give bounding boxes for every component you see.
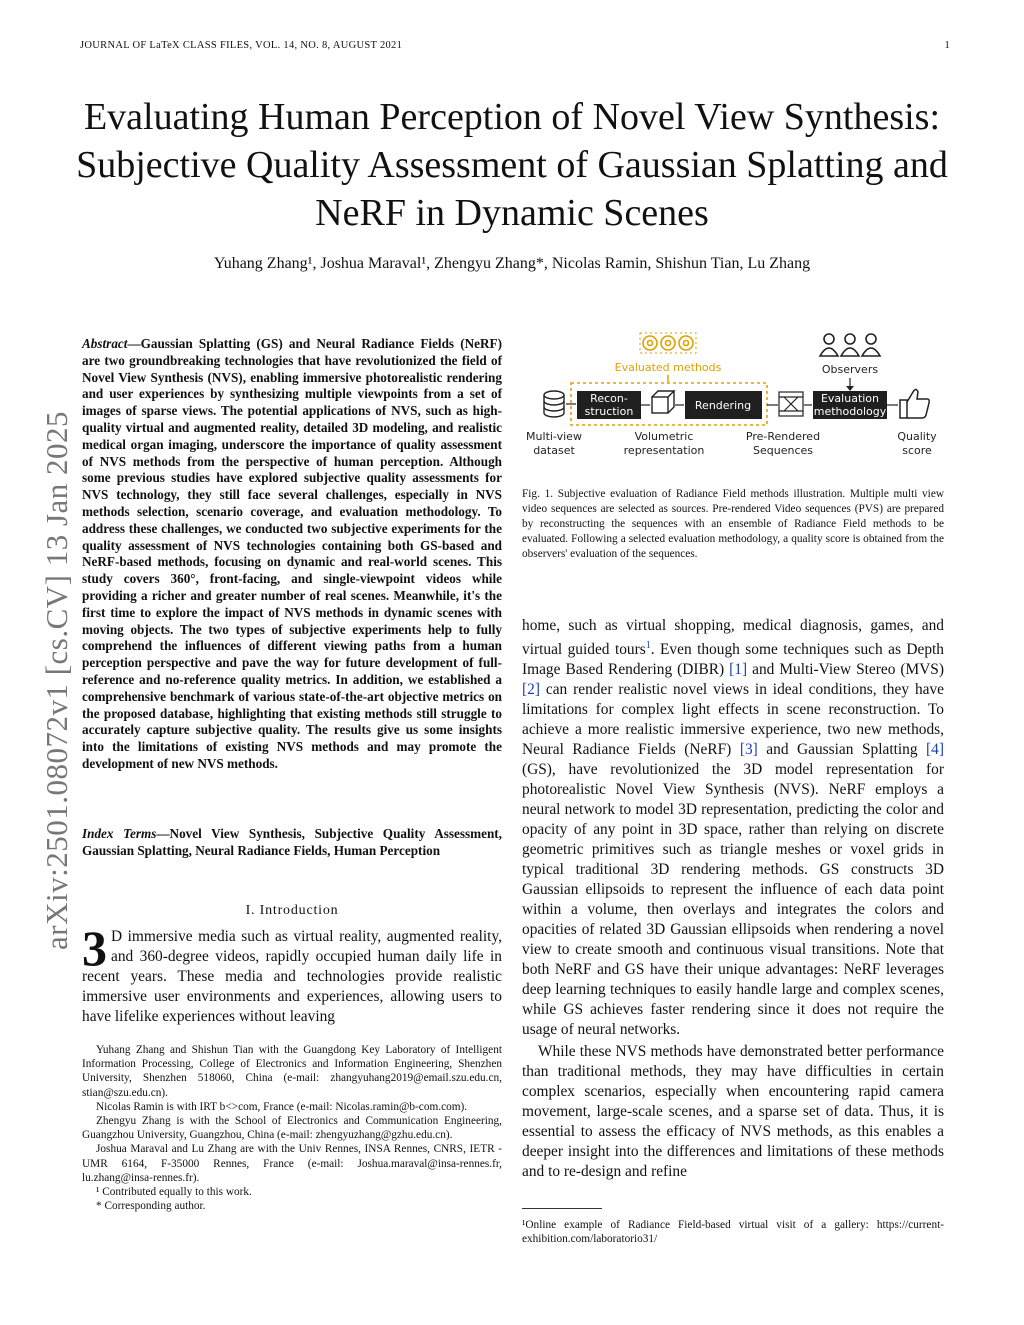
text-span: and Multi-View Stereo (MVS) [747,661,944,679]
figure-caption: Fig. 1. Subjective evaluation of Radiance Field methods illustration. Multiple multi view video sequences are selected as sources. Pre-rendered Video sequences (PVS) are prepared by reconstructing the sequences with an ensemble of Radiance Field methods to be evaluated. Following a selected evaluation methodology, a quality score is obtained from the observers' evaluation of the sequences. [522,488,944,560]
evaluation-label-1: Evaluation [820,392,880,405]
volumetric-label-1: Volumetric [634,430,694,443]
cube-icon [652,391,674,413]
observers-icon [820,334,880,356]
figure-1-diagram [522,328,944,468]
abstract [82,336,502,773]
citation-link[interactable]: [4] [926,741,944,759]
gears-icon [640,333,696,353]
reconstruction-label-1: Recon- [590,392,628,405]
index-terms-label: Index Terms [82,826,157,841]
index-terms-text: —Novel View Synthesis, Subjective Quality Assessment, Gaussian Splatting, Neural Radiance Fields, Human Perception [82,826,502,858]
abstract-label: Abstract [82,336,128,351]
drop-cap: 3 [82,920,107,976]
footnote-affiliation-3: Zhengyu Zhang is with the School of Electronics and Communication Engineering, Guangzhou University, Guangzhou, China (e-mail: zhengyuzhang@gzhu.edu.cn). [82,1115,502,1142]
reconstruction-label-2: struction [584,405,634,418]
paragraph-1 [522,616,944,1040]
journal-name: JOURNAL OF LaTeX CLASS FILES, VOL. 14, NO. 8, AUGUST 2021 [80,40,403,51]
author-list: Yuhang Zhang¹, Joshua Maraval¹, Zhengyu Zhang*, Nicolas Ramin, Shishun Tian, Lu Zhang [213,255,811,272]
evaluated-methods-label: Evaluated methods [614,361,722,374]
citation-link[interactable]: [2] [522,681,540,699]
paragraph-2: While these NVS methods have demonstrated better performance than traditional methods, they may have difficulties in certain complex scenarios, especially when encountering rapid camera movement, large-scale scenes, and a sparse set of data. Thus, it is essential to assess the efficacy of NVS methods, as this enables a deeper insight into the differences and limitations of these methods and to re-design and refine [522,1043,944,1181]
rendering-label: Rendering [694,399,752,412]
thumbs-up-icon [900,390,929,419]
citation-link[interactable]: [3] [739,741,758,759]
right-column-body [522,616,944,1182]
citation-link[interactable]: [1] [729,661,748,679]
footnote-affiliation-1: Yuhang Zhang and Shishun Tian with the Guangdong Key Laboratory of Intelligent Information Processing, College of Electronics and Information Engineering, Shenzhen University, Shenzhen 518060, China (e-mail: zhangyuhang2019@email.szu.edu.cn, stian@szu.edu.cn). [82,1044,502,1099]
intro-paragraph [82,920,502,1027]
evaluation-label-2: methodology [813,405,887,418]
footnote-affiliation-4: Joshua Maraval and Lu Zhang are with the Univ Rennes, INSA Rennes, CNRS, IETR - UMR 6164, F-35000 Rennes, France (e-mail: Joshua.maraval@insa-rennes.fr, lu.zhang@insa-rennes.fr). [82,1143,502,1184]
index-terms [82,826,502,860]
quality-label-1: Quality [897,430,937,443]
section-heading: I. Introduction [245,903,339,918]
page-number: 1 [944,40,950,51]
abstract-text: —Gaussian Splatting (GS) and Neural Radiance Fields (NeRF) are two groundbreaking technologies that have revolutionized the field of Novel View Synthesis (NVS), enabling immersive photorealistic rendering and user experiences by synthesizing multiple viewpoints from a set of images of sparse views. The potential applications of NVS, such as high-quality virtual and augmented reality, detailed 3D modeling, and realistic medical organ imaging, underscore the importance of quality assessment of NVS methods from the perspective of human perception. Although some previous studies have explored subjective quality assessments for NVS technology, they still face several challenges, especially in NVS methods selection, scenario coverage, and evaluation methodology. To address these challenges, we conducted two subjective experiments for the quality assessment of NVS technologies containing both GS-based and NeRF-based methods, focusing on dynamic and real-world scenes. This study covers 360°, front-facing, and single-viewpoint videos while providing a richer and greater number of real scenes. Meanwhile, it's the first time to explore the impact of NVS methods in dynamic scenes with moving objects. The two types of subjective experiments help to fully comprehend the influences of different viewing paths from a human perception perspective and pave the way for future development of full-reference and no-reference quality metrics. In addition, we established a comprehensive benchmark of various state-of-the-art objective metrics on the proposed database, highlighting that existing methods still struggle to accurately capture subjective quality. The results give us some insights into the limitations of existing NVS methods and may promote the development of new NVS methods. [82,336,502,771]
text-span: and Gaussian Splatting [757,741,927,759]
prerendered-label-1: Pre-Rendered [745,430,821,443]
intro-text: D immersive media such as virtual reality, augmented reality, and 360-degree videos, rapidly occupied human daily life in recent years. These media and technologies provide realistic immersive user environments and experiences, allowing users to have lifelike experiences without leaving [82,928,502,1025]
text-span: can render realistic novel views in ideal conditions, they have limitations for complex light effects in scene reconstruction. To achieve a more realistic immersive experience, two new methods, Neural Radiance Fields (NeRF) [522,681,944,759]
footnote-equal-contribution: ¹ Contributed equally to this work. [96,1186,252,1199]
footnote-affiliation-2: Nicolas Ramin is with IRT b<>com, France (e-mail: Nicolas.ramin@b-com.com). [96,1100,468,1113]
arxiv-identifier: arXiv:2501.08072v1 [cs.CV] 13 Jan 2025 [39,410,74,950]
database-icon [544,391,564,417]
multiview-label-2: dataset [533,444,575,457]
footnote-rule [522,1208,602,1209]
text-span: home, such as virtual shopping, medical diagnosis, games, and virtual guided tours [522,617,944,659]
quality-label-2: score [902,444,932,457]
affiliation-footnotes [82,1043,502,1213]
footnote-gallery-link: ¹Online example of Radiance Field-based virtual visit of a gallery: https://current-exhibition.com/laboratorio31/ [522,1219,944,1245]
film-icon [779,392,803,416]
volumetric-label-2: representation [623,444,705,457]
prerendered-label-2: Sequences [753,444,813,457]
paper-title: Evaluating Human Perception of Novel View Synthesis: Subjective Quality Assessment of Gaussian Splatting and NeRF in Dynamic Scenes [76,96,948,234]
running-header [80,40,950,51]
footnote-corresponding: * Corresponding author. [96,1200,206,1213]
footnote-marker[interactable]: 1 [645,640,651,651]
observers-label: Observers [821,363,879,376]
text-span: (GS), have revolutionized the 3D model representation for photorealistic Novel View Synthesis (NVS). NeRF employs a neural network to model 3D representation, predicting the color and opacity of any point in 3D space, rather than relying on discrete geometric primitives such as triangle meshes or voxel grids in typical traditional 3D rendering methods. GS constructs 3D Gaussian ellipsoids to represent the influence of each data point within a volume, then overlays and integrates the colors and opacities of related 3D Gaussian ellipsoids when rendering a novel view to create smooth and continuous visual transitions. Note that both NeRF and GS have their unique advantages: NeRF leverages deep learning techniques to easily handle large and complex scenes, while GS achieves faster rendering since it does not require the usage of neural networks. [522,761,944,1039]
multiview-label-1: Multi-view [526,430,582,443]
arxiv-sidebar [14,350,74,950]
text-span: . Even though some techniques such as Depth Image Based Rendering (DIBR) [522,641,944,679]
